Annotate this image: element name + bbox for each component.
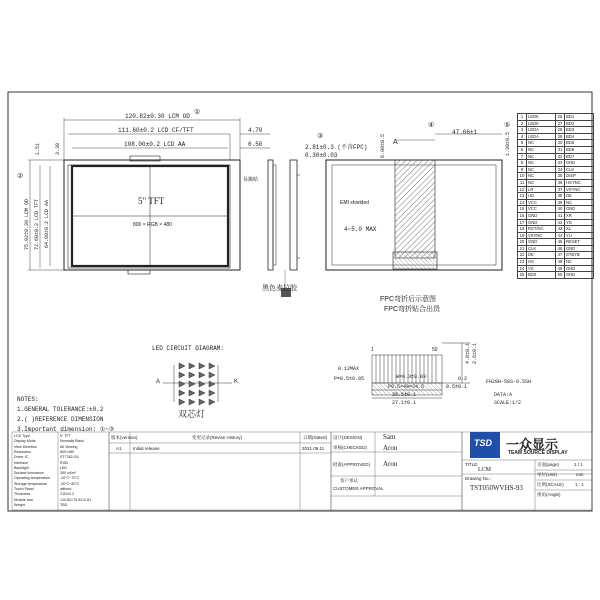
fpc-dim-48: 4.8±0.1	[465, 342, 471, 364]
pin-row	[518, 259, 594, 266]
logo-text: TSD	[474, 438, 492, 448]
pin-row	[518, 114, 594, 121]
pin-row	[518, 245, 594, 252]
spec-key: Thickness	[14, 492, 31, 497]
front-view-outline	[64, 156, 240, 274]
fpc-dim-02: 0.2	[458, 376, 468, 382]
pin-number: 23	[518, 259, 527, 266]
pin-number: 26	[556, 114, 565, 121]
spec-key: Storage temperature	[14, 481, 47, 486]
pin-row	[518, 239, 594, 246]
pin-signal: GND	[527, 239, 556, 246]
pin-signal: GND	[565, 245, 594, 252]
pin-signal: LEDA	[527, 127, 556, 134]
circle-4: ④	[428, 122, 435, 129]
pin-row	[518, 153, 594, 160]
rev-row-date: 2021.09.11	[302, 446, 325, 451]
pin-number: 37	[556, 186, 565, 193]
unit-label: 单位(Unit)	[537, 472, 557, 477]
pin-number: 24	[518, 265, 527, 272]
pin-number: 15	[518, 206, 527, 213]
pin-signal: GND	[565, 206, 594, 213]
dim-side-lcd-tft: 72.60±0.2 LCD TFT	[34, 198, 40, 250]
pin-number: 16	[518, 212, 527, 219]
fpc-dim-26: 2.6±0.1	[472, 342, 478, 364]
pin-row	[518, 186, 594, 193]
pin-signal: NC	[527, 140, 556, 147]
note-2: 2.( )REFERENCE DIMENSION	[17, 416, 104, 423]
pin-number: 21	[518, 245, 527, 252]
circle-2: ②	[17, 173, 24, 180]
pin-signal: VSYNC	[565, 186, 594, 193]
pin-number: 8	[518, 160, 527, 167]
spec-key: Module size	[14, 497, 34, 502]
dim-polarizer: 0.30±0.03	[305, 152, 338, 159]
pull-tab-note: 黑色麦拉胶	[262, 285, 297, 292]
page-value: 1 / 1	[574, 462, 583, 467]
pin-number: 7	[518, 153, 527, 160]
pin-number: 4	[518, 133, 527, 140]
pin-signal: BD3	[565, 127, 594, 134]
rev-header-date: 日期(Dated)	[303, 435, 328, 440]
notes-title: NOTES:	[17, 396, 39, 403]
spec-key: Surface luminance	[14, 471, 44, 476]
pin-number: 34	[556, 166, 565, 173]
pin-row	[518, 133, 594, 140]
pin-number: 39	[556, 199, 565, 206]
pin-row	[518, 199, 594, 206]
pin-signal: NC	[565, 199, 594, 206]
pin-row	[518, 206, 594, 213]
pin-signal: NC	[527, 160, 556, 167]
pin-signal: HSYNC	[565, 179, 594, 186]
led-diagram-lines	[163, 363, 232, 405]
pin-signal: CLK	[527, 245, 556, 252]
pin-signal: DISP	[565, 173, 594, 180]
pin-signal: XL	[565, 226, 594, 233]
fpc-dim-271: 27.1±0.1	[392, 400, 417, 406]
spec-value: 120.82×75.92×2.81	[60, 497, 92, 502]
company-cn: 一众显示	[506, 437, 559, 452]
pin-row	[518, 173, 594, 180]
dim-back-4766: 47.66±1	[452, 129, 478, 136]
angle-label: 视角(Angle)	[537, 492, 561, 497]
pin-number: 33	[556, 160, 565, 167]
approve-name: Aron	[383, 460, 398, 468]
pin-signal: GND	[527, 219, 556, 226]
dim-lcd-aa: 108.00±0.2 LCD AA	[124, 141, 186, 148]
pin-signal: GND	[565, 265, 594, 272]
dim-right-470: 4.70	[248, 127, 263, 134]
scale-label: 比例(SCALE)	[537, 482, 564, 487]
pin-number: 30	[556, 140, 565, 147]
pin-row	[518, 219, 594, 226]
note-3: 3.Important dimension: ①~③	[17, 426, 115, 433]
pin-signal: LR	[527, 186, 556, 193]
pin-number: 31	[556, 146, 565, 153]
spec-value: -30°C~80°C	[60, 481, 80, 486]
pin-signal: NC	[527, 146, 556, 153]
pin-signal: VCC	[527, 206, 556, 213]
dim-small-1: 1.51	[35, 142, 41, 155]
spec-key: Display Mode	[14, 439, 36, 444]
spec-value: 800×480	[60, 449, 75, 454]
title-label: TITLE:	[465, 462, 479, 467]
pin-number: 38	[556, 193, 565, 200]
page-label: 页面(page)	[537, 462, 560, 467]
check-label: 审核(CHECKED)	[333, 445, 368, 450]
pin-signal: BD1	[565, 114, 594, 121]
circle-3: ③	[317, 133, 324, 140]
pin-row	[518, 265, 594, 272]
spec-key: Operating temperature	[14, 476, 51, 481]
pin-row	[518, 140, 594, 147]
pin-signal: GND	[565, 272, 594, 279]
spec-value: RGB	[60, 460, 68, 465]
spec-value: 2.81±0.3	[60, 492, 74, 497]
unit-value: mm	[576, 472, 584, 477]
pin-number: 27	[556, 120, 565, 127]
pin-signal: BD4	[565, 133, 594, 140]
pin-number: 11	[518, 179, 527, 186]
tape-note: 易撕贴	[243, 177, 259, 183]
pin-number: 1	[518, 114, 527, 121]
pin-signal: YU	[565, 232, 594, 239]
pin-number: 17	[518, 219, 527, 226]
pin-signal: NC	[527, 173, 556, 180]
pin-number: 5	[518, 140, 527, 147]
design-label: 设计(DESIGN)	[333, 435, 363, 440]
pin-number: 10	[518, 173, 527, 180]
approve-label: 批准(APPROVED)	[333, 462, 371, 467]
pin-number: 44	[556, 232, 565, 239]
led-cathode: K	[234, 379, 239, 385]
spec-key: Touch Panel	[14, 487, 34, 491]
spec-value: -20°C~70°C	[60, 476, 80, 481]
check-name: Aron	[383, 444, 398, 452]
pin-number: 18	[518, 226, 527, 233]
fpc-dim-w: W=0.3±0.03	[396, 374, 427, 380]
pin-row	[518, 272, 594, 279]
fpc-note-scale: SCALE:1/2	[494, 400, 522, 406]
pin-signal: NC	[527, 153, 556, 160]
fpc-dim-255: 25.5±0.1	[392, 392, 417, 398]
pin-row	[518, 179, 594, 186]
pin-row	[518, 252, 594, 259]
pin-signal: XR	[565, 212, 594, 219]
spec-value: Normally Black	[60, 439, 84, 444]
pin-row	[518, 166, 594, 173]
circle-5: ⑤	[504, 122, 511, 129]
pin-number: 22	[518, 252, 527, 259]
spec-key: Driver IC	[14, 455, 29, 460]
emi-label: EMI shielded	[340, 200, 369, 206]
pin-signal: BD7	[565, 153, 594, 160]
spec-key: Weight	[14, 502, 26, 507]
drawing-label: Drawing No.:	[465, 476, 492, 481]
spec-key: LCD Type	[14, 434, 30, 438]
pin-signal: LEDA	[527, 133, 556, 140]
pin-number: 41	[556, 212, 565, 219]
pin-signal: BD5	[565, 140, 594, 147]
pin-row	[518, 146, 594, 153]
pin-signal: DE	[565, 193, 594, 200]
pin-signal: LEDK	[527, 114, 556, 121]
pin-number: 29	[556, 133, 565, 140]
dim-small-2: 3.38	[55, 142, 61, 155]
spec-value: 350 cd/m²	[60, 471, 76, 476]
pin-number: 35	[556, 173, 565, 180]
spec-key: Interface	[14, 460, 28, 465]
pin-number: 2	[518, 120, 527, 127]
customer-sub: CUSTOMER APPROVAL	[333, 486, 384, 491]
pin-signal: NC	[565, 259, 594, 266]
pin-number: 14	[518, 199, 527, 206]
fpc-pin-1: 1	[371, 347, 374, 353]
pin-row	[518, 232, 594, 239]
pin-signal: RESET	[565, 239, 594, 246]
fpc-dim-05: 0.5±0.1	[446, 384, 468, 390]
pin-number: 40	[556, 206, 565, 213]
pin-row	[518, 212, 594, 219]
pin-number: 45	[556, 239, 565, 246]
rev-row-ver: A1	[116, 446, 122, 451]
fpc-dim-012: 0.12MAX	[338, 366, 360, 372]
pin-row	[518, 160, 594, 167]
pin-signal: VCC	[527, 199, 556, 206]
pin-row	[518, 120, 594, 127]
dim-back-130: 1.30±0.5	[505, 131, 511, 156]
pin-signal: CLK	[565, 166, 594, 173]
spec-value: 5" TFT	[60, 434, 71, 438]
spec-key: Resolution	[14, 449, 31, 454]
label-a: A	[393, 139, 398, 146]
led-caption: 双芯灯	[178, 409, 206, 419]
pin-table	[517, 113, 594, 279]
pin-signal: BD2	[565, 120, 594, 127]
pin-number: 12	[518, 186, 527, 193]
led-anode: A	[156, 379, 161, 385]
rev-header-ver: 版本(version)	[111, 435, 138, 440]
drawing-value: TST050WVHS-93	[470, 484, 523, 492]
design-name: Sam	[383, 433, 396, 441]
company-en: TEAM SOURCE DISPLAY	[508, 450, 568, 456]
screen-label: 5" TFT	[138, 196, 165, 206]
pin-number: 6	[518, 146, 527, 153]
fpc-note-data: DATA:A	[494, 392, 513, 398]
pin-number: 3	[518, 127, 527, 134]
dim-lcd-cf: 111.60±0.2 LCD CF/TFT	[118, 127, 194, 134]
pin-number: 48	[556, 259, 565, 266]
pin-number: 42	[556, 219, 565, 226]
pin-row	[518, 193, 594, 200]
pin-signal: BD0	[527, 272, 556, 279]
pin-signal: YD	[565, 219, 594, 226]
dim-back-600: 6.00±0.5	[380, 133, 386, 158]
pin-signal: BD6	[565, 146, 594, 153]
pin-signal: HS	[527, 259, 556, 266]
pin-number: 32	[556, 153, 565, 160]
pin-number: 49	[556, 265, 565, 272]
pin-signal: DE	[527, 252, 556, 259]
note-1: 1.GENERAL TOLERANCE:±0.2	[17, 406, 104, 413]
pin-signal: UD	[527, 193, 556, 200]
dim-side-lcm-od: 75.92±0.30 LCM OD	[24, 198, 30, 250]
pin-number: 43	[556, 226, 565, 233]
spec-key: Backlight	[14, 465, 29, 470]
spec-key: View Direction	[14, 444, 37, 449]
pin-number: 25	[518, 272, 527, 279]
pin-row	[518, 127, 594, 134]
pin-number: 46	[556, 245, 565, 252]
pin-number: 9	[518, 166, 527, 173]
pin-row	[518, 226, 594, 233]
back-caption-1: FPC弯折后示意图	[380, 296, 436, 303]
pin-signal: STBYB	[565, 252, 594, 259]
customer-label: 客户承认	[340, 478, 358, 483]
led-title: LED CIRCUIT DIAGRAM:	[152, 345, 225, 352]
fpc-pin-50: 50	[432, 347, 438, 353]
pin-number: 47	[556, 252, 565, 259]
resolution-label: 800 × RGB × 480	[133, 222, 172, 228]
fpc-dim-p: P=0.5±0.05	[334, 376, 365, 382]
pin-signal: GND	[527, 212, 556, 219]
pin-signal: LEDK	[527, 120, 556, 127]
back-caption-2: FPC弯折贴合出货	[384, 306, 440, 313]
pin-number: 50	[556, 272, 565, 279]
spec-value: without	[60, 487, 72, 491]
dim-lcm-od: 120.82±0.30 LCM OD	[125, 113, 190, 120]
pin-signal: VSYNC	[527, 232, 556, 239]
dim-right-650: 6.50	[248, 141, 263, 148]
spec-value: LED	[60, 465, 67, 470]
dim-thickness: 2.81±0.3 (不含FPC)	[305, 144, 368, 151]
pin-signal: NC	[527, 179, 556, 186]
fpc-note-connector: FH28H-50S-0.5SH	[486, 379, 532, 385]
spec-value: All Viewing	[60, 444, 78, 449]
pin-number: 20	[518, 239, 527, 246]
scale-value: 1 : 1	[575, 482, 584, 487]
pin-signal: RST/NC	[527, 226, 556, 233]
pin-number: 36	[556, 179, 565, 186]
spec-value: ST7262-G4	[60, 455, 79, 460]
rev-header-desc: 变更记录(Revise History)	[192, 435, 243, 440]
dim-back-max: 4~5.0 MAX	[344, 226, 377, 233]
circle-1: ①	[194, 109, 201, 116]
pin-number: 19	[518, 232, 527, 239]
rev-row-desc: Initial release	[133, 446, 160, 451]
pin-signal: VS	[527, 265, 556, 272]
title-value: LCM	[478, 467, 492, 473]
spec-value: TBD	[60, 502, 68, 507]
pin-number: 13	[518, 193, 527, 200]
pin-signal: GND	[565, 160, 594, 167]
fpc-dim-pitch: P0.5×49=24.5	[388, 384, 425, 390]
pin-signal: NC	[527, 166, 556, 173]
pin-number: 28	[556, 127, 565, 134]
dim-side-lcd-aa: 64.80±0.2 LCD AA	[44, 199, 50, 248]
